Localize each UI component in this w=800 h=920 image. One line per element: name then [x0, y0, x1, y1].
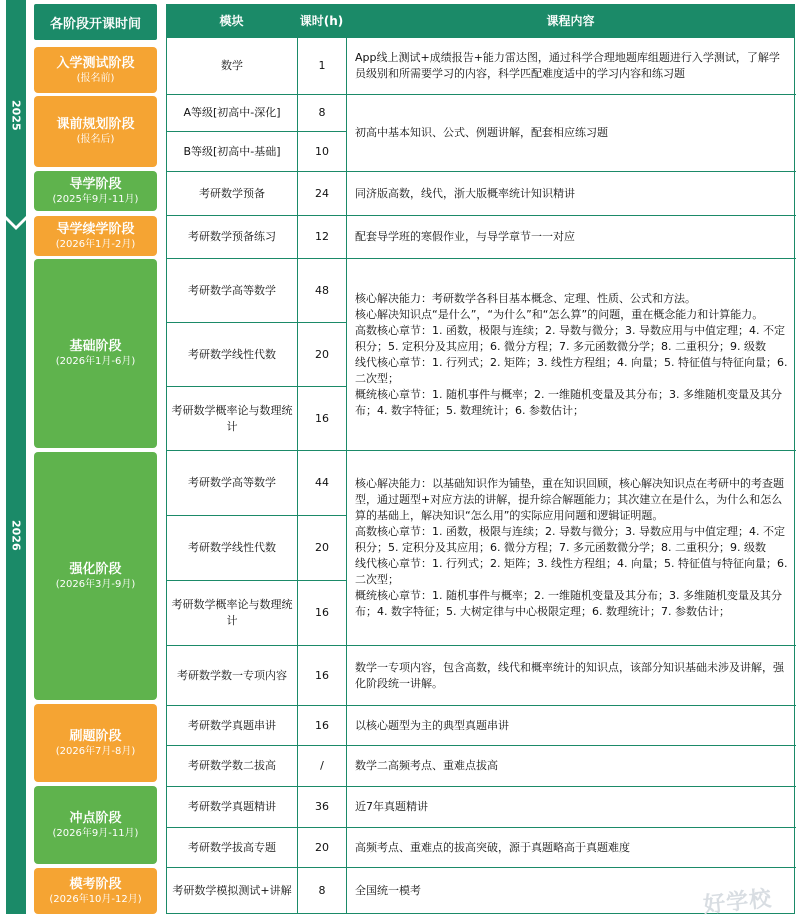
stage-name: 导学阶段	[69, 176, 122, 192]
content-text: 核心解决能力：以基础知识作为铺垫，重在知识回顾，核心解决知识点在考研中的考查题型，通过题型+对应方法的讲解，提升综合解题能力；其次建立在是什么，为什么和怎么算的基础上，解决知识“怎么用”的实际应用问题和逻辑证明题。 高数核心章节：1. 函数，极限与连续；2. 导数与微分；3. 导数应用与中值定理；4. 不定积分；5. 定积分及其应用；6. 微分方程；7. 多元函数微分学；8. 二重积分；9. 级数 线代核心章节：1. 行列式；2. 矩阵；3. 线性方程组；4. 向量；5. 特征值与特征向量；6. 二次型； 概统核心章节：1. 随机事件与概率；2. 一维随机变量及其分布；3. 多维随机变量及其分布；4. 数字特征；5. 大树定律与中心极限定理；6. 数理统计；7. 参数估计；	[355, 477, 788, 618]
year-label-2026: 2026	[9, 519, 23, 551]
content-cell	[347, 746, 796, 786]
hours-cell: 8	[318, 883, 326, 897]
content-cell	[347, 216, 796, 258]
hours-cell: 36	[315, 800, 329, 813]
content-text: App线上测试+成绩报告+能力雷达图，通过科学合理地题库组题进行入学测试，了解学员级别和所需要学习的内容，科学匹配难度适中的学习内容和练习题	[355, 51, 780, 80]
stage-mock-exam	[34, 868, 157, 914]
stage-name: 强化阶段	[69, 561, 122, 577]
module-cell: A等级[初高中-深化]	[183, 106, 281, 119]
content-cell	[347, 38, 796, 94]
content-column-header: 课程内容	[546, 14, 595, 28]
hours-cell: 48	[315, 283, 329, 297]
stage-name: 刷题阶段	[69, 728, 122, 744]
content-cell	[347, 787, 796, 827]
hours-cell: 20	[315, 347, 329, 361]
content-text: 初高中基本知识、公式、例题讲解，配套相应练习题	[355, 126, 608, 139]
module-cell: 考研数学高等数学	[188, 476, 276, 489]
module-cell: 考研数学真题串讲	[188, 718, 276, 732]
module-cell: 数学	[221, 59, 243, 72]
hours-cell: 8	[318, 106, 326, 119]
module-cell: 考研数学预备	[199, 186, 265, 200]
stage-name: 模考阶段	[69, 876, 122, 892]
module-cell: 考研数学拔高专题	[188, 840, 276, 854]
stage-date: (2026年3月-9月)	[55, 578, 136, 590]
content-text: 高频考点、重难点的拔高突破，源于真题略高于真题难度	[355, 840, 630, 854]
content-cell	[347, 451, 796, 645]
hours-cell: 16	[315, 606, 329, 619]
module-cell: 考研数学数二拔高	[188, 759, 276, 772]
hours-cell: /	[320, 759, 324, 772]
table-header	[166, 4, 795, 37]
stage-date: (报名后)	[76, 134, 115, 145]
hours-cell: 44	[315, 476, 329, 489]
hours-cell: 1	[318, 59, 326, 72]
site-watermark: 好学校	[702, 886, 774, 919]
stage-guided-study	[34, 171, 157, 211]
stage-foundation	[34, 259, 157, 448]
content-text: 近7年真题精讲	[355, 800, 428, 813]
stage-name: 冲点阶段	[69, 810, 122, 826]
module-cell: 考研数学概率论与数理统计	[171, 598, 293, 627]
hours-cell: 16	[315, 718, 329, 732]
hours-cell: 12	[315, 230, 329, 243]
content-text: 以核心题型为主的典型真题串讲	[355, 718, 509, 732]
content-text: 全国统一模考	[355, 883, 421, 897]
content-text: 数学二高频考点、重难点拔高	[355, 759, 498, 772]
content-cell	[347, 706, 796, 745]
content-cell	[347, 95, 796, 171]
stage-date: (2026年1月-6月)	[55, 356, 136, 367]
stage-date: (2026年10月-12月)	[49, 893, 142, 905]
stage-guided-continuation	[34, 216, 157, 256]
stage-date: (报名前)	[76, 72, 115, 84]
module-cell: 考研数学线性代数	[188, 541, 276, 554]
module-cell: 考研数学概率论与数理统计	[171, 403, 293, 433]
hours-cell: 16	[315, 668, 329, 682]
stage-entrance-test	[34, 47, 157, 93]
content-cell	[347, 259, 796, 450]
year-divider-chevron-icon	[6, 216, 26, 230]
stage-date: (2026年1月-2月)	[55, 238, 136, 250]
module-cell: 考研数学模拟测试+讲解	[172, 883, 292, 897]
stage-name: 课前规划阶段	[56, 117, 135, 132]
stage-pre-course-planning	[34, 96, 157, 167]
year-label-2025: 2025	[9, 99, 23, 131]
stage-column-header: 各阶段开课时间	[34, 4, 157, 40]
module-cell: 考研数学数一专项内容	[177, 668, 287, 682]
stage-date: (2026年9月-11月)	[52, 827, 139, 839]
module-cell: 考研数学线性代数	[188, 347, 276, 361]
module-cell: 考研数学真题精讲	[188, 800, 276, 813]
stage-practice	[34, 704, 157, 782]
stage-name: 基础阶段	[69, 339, 122, 354]
module-cell: 考研数学预备练习	[188, 230, 276, 243]
module-column-header: 模块	[219, 14, 244, 28]
content-cell	[347, 828, 796, 867]
module-cell: B等级[初高中-基础]	[183, 144, 281, 158]
hours-cell: 24	[315, 186, 329, 200]
stage-date: (2025年9月-11月)	[52, 193, 139, 205]
hours-cell: 16	[315, 411, 329, 425]
hours-column-header: 课时(h)	[299, 14, 344, 28]
stage-sprint	[34, 786, 157, 864]
course-table	[166, 37, 795, 914]
content-cell	[347, 172, 796, 215]
hours-cell: 20	[315, 840, 329, 854]
hours-cell: 10	[315, 144, 329, 158]
stage-name: 导学续学阶段	[56, 221, 135, 237]
module-cell: 考研数学高等数学	[188, 283, 276, 297]
content-text: 配套导学班的寒假作业，与导学章节一一对应	[355, 230, 575, 243]
hours-cell: 20	[315, 541, 329, 554]
content-text: 核心解决能力：考研数学各科目基本概念、定理、性质、公式和方法。 核心解决知识点“是什么”，“为什么”和“怎么算”的问题，重在概念能力和计算能力。 高数核心章节：1. 函数，极限与连续；2. 导数与微分；3. 导数应用与中值定理；4. 不定积分；5. 定积分及其应用；6. 微分方程；7. 多元函数微分学；8. 二重积分；9. 级数 线代核心章节：1. 行列式；2. 矩阵；3. 线性方程组；4. 向量；5. 特征值与特征向量；6. 二次型； 概统核心章节：1. 随机事件与概率；2. 一维随机变量及其分布；3. 多维随机变量及其分布；4. 数字特征；5. 数理统计；6. 参数估计；	[355, 291, 788, 417]
stage-name: 入学测试阶段	[56, 55, 135, 71]
content-text: 同济版高数，线代，浙大版概率统计知识精讲	[355, 186, 575, 200]
content-text: 数学一专项内容，包含高数，线代和概率统计的知识点，该部分知识基础未涉及讲解，强化阶段统一讲解。	[355, 660, 784, 690]
stage-date: (2026年7月-8月)	[55, 745, 136, 757]
stage-intensive	[34, 452, 157, 700]
content-cell	[347, 646, 796, 705]
